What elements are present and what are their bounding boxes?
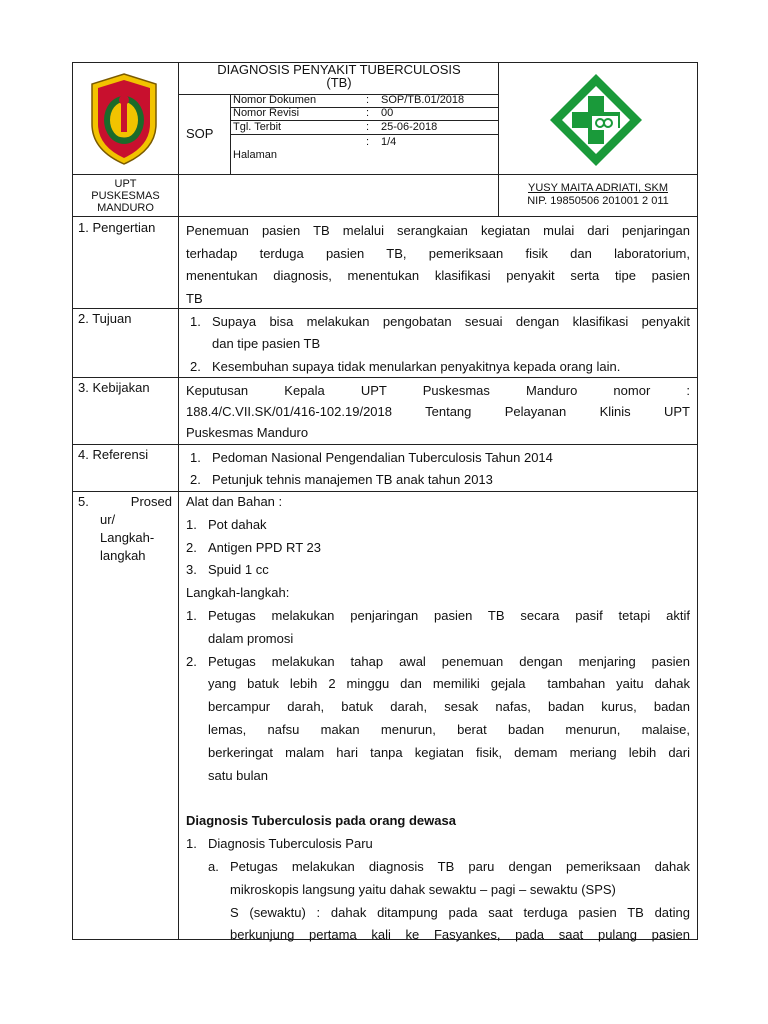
signer-nip: NIP. 19850506 201001 2 011 <box>527 195 669 207</box>
section-label-kebijakan: 3. Kebijakan <box>78 380 150 395</box>
sub-line: S (sewaktu) : dahak ditampung pada saat terduga pasien TB dating <box>230 904 690 920</box>
list-item <box>186 311 690 356</box>
regional-emblem-logo <box>84 70 164 168</box>
meta-label: Nomor Revisi <box>233 107 300 119</box>
meta-colon: : <box>366 94 370 106</box>
list-text: Pedoman Nasional Pengendalian Tuberculosis Tahun 2014 <box>212 450 553 465</box>
list-item <box>186 469 690 491</box>
alat-heading: Alat dan Bahan : <box>186 494 283 509</box>
paragraph-line: TB <box>186 290 203 306</box>
sub-line: berkunjung pertama kali ke Fasyankes, pada saat pulang pasien <box>230 927 690 943</box>
meta-label: Nomor Dokumen <box>233 94 317 106</box>
step-lines <box>208 651 690 788</box>
list-number: 2. <box>186 653 197 669</box>
list-number: 1. <box>190 314 201 329</box>
meta-value: SOP/TB.01/2018 <box>381 94 465 106</box>
list-text: Petunjuk tehnis manajemen TB anak tahun 2013 <box>212 472 493 487</box>
diagnosis-heading: Diagnosis Tuberculosis pada orang dewasa <box>186 813 456 829</box>
title-line-2: (TB) <box>326 75 352 90</box>
signer-block <box>500 182 696 208</box>
sop-label: SOP <box>186 126 214 141</box>
paragraph-line: menentukan diagnosis, menentukan klasifikasi penyakit serta tipe pasien <box>186 268 690 283</box>
list-text-line: dan tipe pasien TB <box>212 336 321 351</box>
meta-colon: : <box>366 107 370 119</box>
paragraph-line: Puskesmas Manduro <box>186 425 309 440</box>
section-label-pengertian: 1. Pengertian <box>78 220 156 235</box>
section-body-tujuan <box>186 311 690 379</box>
meta-label: Halaman <box>233 149 278 161</box>
paragraph-line: 188.4/C.VII.SK/01/416-102.19/2018 Tentang Pelayanan Klinis UPT <box>186 404 690 419</box>
section-label-referensi: 4. Referensi <box>78 447 149 462</box>
label-line: Langkah- <box>100 530 155 545</box>
section-label-tujuan: 2. Tujuan <box>78 311 132 326</box>
step-line: satu bulan <box>208 767 268 783</box>
list-item <box>186 833 690 856</box>
label-word: Prosed <box>130 494 172 509</box>
list-item <box>186 559 690 582</box>
step-line: Petugas melakukan tahap awal penemuan dengan menjaring pasien <box>208 653 690 669</box>
step-item <box>186 651 690 788</box>
list-number: 3. <box>186 562 197 578</box>
sub-lines <box>230 856 690 947</box>
meta-colon: : <box>366 136 370 148</box>
list-item <box>186 447 690 469</box>
list-item <box>186 356 690 379</box>
list-text: Pot dahak <box>208 516 267 532</box>
label-line <box>78 493 174 511</box>
list-number: 2. <box>190 359 201 374</box>
list-text: Diagnosis Tuberculosis Paru <box>208 836 373 852</box>
sub-item <box>186 856 690 948</box>
step-line: lemas, nafsu makan menurun, berat badan menurun, malaise, <box>208 721 690 737</box>
list-number: 2. <box>186 539 197 555</box>
paragraph-line: terhadap terduga pasien TB, pemeriksaan fisik dan laboratorium, <box>186 245 690 261</box>
label-number: 5. <box>78 494 89 509</box>
org-line-3: MANDURO <box>97 202 154 214</box>
org-line-2: PUSKESMAS <box>91 190 160 202</box>
list-text: Antigen PPD RT 23 <box>208 539 321 555</box>
meta-value: 00 <box>381 107 394 119</box>
list-number: 1. <box>186 516 197 532</box>
step-line: dalam promosi <box>208 630 294 646</box>
org-line-1: UPT <box>114 178 137 190</box>
step-item <box>186 605 690 651</box>
list-number: 1. <box>186 836 197 852</box>
list-item <box>186 537 690 560</box>
health-logo <box>548 72 644 168</box>
list-number: 1. <box>190 450 201 465</box>
list-text-line: Supaya bisa melakukan pengobatan sesuai dengan klasifikasi penyakit <box>212 314 690 329</box>
organization-name <box>73 178 178 214</box>
langkah-heading: Langkah-langkah: <box>186 585 290 601</box>
step-line: yang batuk lebih 2 minggu dan memiliki gejala tambahan yaitu dahak <box>208 676 690 692</box>
signer-name: YUSY MAITA ADRIATI, SKM <box>528 182 668 194</box>
sub-line: Petugas melakukan diagnosis TB paru dengan pemeriksaan dahak <box>230 858 690 874</box>
meta-nomor-dokumen <box>233 94 498 106</box>
list-number: 2. <box>190 472 201 487</box>
list-text: Spuid 1 cc <box>208 562 269 578</box>
section-body-prosedur <box>186 491 690 948</box>
label-line: langkah <box>100 548 146 563</box>
meta-colon: : <box>366 121 370 133</box>
meta-tgl-terbit <box>233 121 498 133</box>
step-line: Petugas melakukan penjaringan pasien TB secara pasif tetapi aktif <box>208 607 690 623</box>
meta-value: 1/4 <box>381 136 397 148</box>
meta-nomor-revisi <box>233 107 498 119</box>
meta-value: 25-06-2018 <box>381 121 438 133</box>
document-title <box>180 63 498 89</box>
list-text-line: Kesembuhan supaya tidak menularkan penyakitnya kepada orang lain. <box>212 359 621 374</box>
section-body-kebijakan <box>186 380 690 443</box>
step-line: berkeringat malam hari tanpa kegiatan fisik, demam meriang lebih dari <box>208 744 690 760</box>
list-number: 1. <box>186 607 197 623</box>
paragraph-line: Penemuan pasien TB melalui serangkaian kegiatan mulai dari penjaringan <box>186 223 690 238</box>
step-line: bercampur darah, batuk darah, sesak nafas, badan kurus, badan <box>208 699 690 715</box>
list-item <box>186 514 690 537</box>
title-line-1: DIAGNOSIS PENYAKIT TUBERCULOSIS <box>217 62 461 77</box>
section-body-referensi <box>186 447 690 491</box>
paragraph-line: Keputusan Kepala UPT Puskesmas Manduro nomor : <box>186 383 690 398</box>
section-label-prosedur <box>78 493 174 565</box>
section-body-pengertian <box>186 220 690 310</box>
label-line: ur/ <box>100 512 116 527</box>
meta-halaman <box>233 135 498 173</box>
sub-line: mikroskopis langsung yaitu dahak sewaktu – pagi – sewaktu (SPS) <box>230 881 616 897</box>
meta-label: Tgl. Terbit <box>233 121 282 133</box>
sub-letter: a. <box>208 858 219 874</box>
